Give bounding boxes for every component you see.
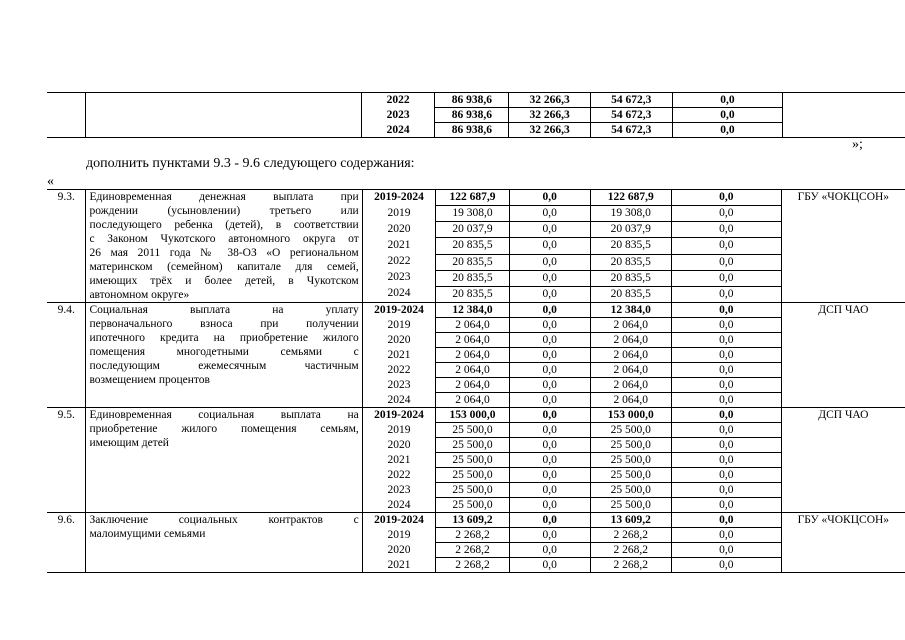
total-cell: 2 064,0: [436, 333, 510, 348]
total-cell: 20 037,9: [436, 222, 510, 238]
value1-cell: 32 266,3: [509, 108, 591, 123]
table-row: [47, 513, 905, 528]
total-cell: 86 938,6: [435, 123, 509, 138]
value2-cell: 20 835,5: [590, 270, 671, 286]
item-name-cell: [86, 513, 362, 573]
year-cell: 2019: [362, 528, 436, 543]
responsible-cell: ДСП ЧАО: [781, 408, 905, 513]
year-cell: 2020: [362, 438, 436, 453]
value1-cell: 0,0: [509, 286, 590, 302]
responsible-cell: ГБУ «ЧОКЦСОН»: [781, 190, 905, 303]
item-name-cell: [86, 408, 362, 513]
value3-cell: 0,0: [671, 286, 781, 302]
value1-cell: 0,0: [509, 222, 590, 238]
value1-cell: 0,0: [509, 408, 590, 423]
total-cell: 25 500,0: [436, 423, 510, 438]
year-cell: 2022: [362, 468, 436, 483]
value1-cell: 0,0: [509, 393, 590, 408]
value3-cell: 0,0: [671, 438, 781, 453]
value2-cell: 20 037,9: [590, 222, 671, 238]
year-cell: 2024: [362, 393, 436, 408]
item-name-line: рождении (усыновлении) третьего или: [89, 205, 359, 217]
value3-cell: 0,0: [671, 453, 781, 468]
value1-cell: 0,0: [509, 453, 590, 468]
item-name-cell: [86, 93, 362, 138]
year-cell: 2022: [361, 93, 435, 108]
value1-cell: 0,0: [509, 528, 590, 543]
value1-cell: 0,0: [509, 190, 590, 206]
value3-cell: 0,0: [671, 543, 781, 558]
value3-cell: 0,0: [671, 270, 781, 286]
year-cell: 2019-2024: [362, 513, 436, 528]
value3-cell: 0,0: [671, 483, 781, 498]
value3-cell: 0,0: [671, 222, 781, 238]
value2-cell: 19 308,0: [590, 206, 671, 222]
year-cell: 2019: [362, 423, 436, 438]
total-cell: 20 835,5: [436, 270, 510, 286]
total-cell: 86 938,6: [435, 108, 509, 123]
value2-cell: 2 268,2: [590, 528, 671, 543]
responsible-cell: [783, 93, 905, 138]
measures-table: [47, 189, 905, 573]
item-name-line: последующим ежемесячным частичным: [89, 360, 359, 372]
total-cell: 19 308,0: [436, 206, 510, 222]
value3-cell: 0,0: [671, 206, 781, 222]
total-cell: 153 000,0: [436, 408, 510, 423]
value1-cell: 0,0: [509, 254, 590, 270]
year-cell: 2021: [362, 238, 436, 254]
value3-cell: 0,0: [671, 408, 781, 423]
value2-cell: 2 268,2: [590, 543, 671, 558]
total-cell: 2 064,0: [436, 318, 510, 333]
item-name-line: Заключение социальных контрактов с: [89, 514, 359, 526]
item-name-line: помещения многодетными семьями с: [89, 346, 359, 358]
item-name-line: Единовременная социальная выплата на: [89, 409, 359, 421]
value2-cell: 12 384,0: [590, 303, 671, 318]
value3-cell: 0,0: [671, 393, 781, 408]
item-name-line: Единовременная денежная выплата при: [89, 191, 359, 203]
value1-cell: 0,0: [509, 333, 590, 348]
responsible-cell: ГБУ «ЧОКЦСОН»: [781, 513, 905, 573]
total-cell: 25 500,0: [436, 498, 510, 513]
value3-cell: 0,0: [672, 93, 783, 108]
year-cell: 2020: [362, 222, 436, 238]
item-name-line: с Законом Чукотского автономного округа от: [89, 233, 359, 245]
value1-cell: 0,0: [509, 498, 590, 513]
value3-cell: 0,0: [672, 123, 783, 138]
value1-cell: 0,0: [509, 363, 590, 378]
value3-cell: 0,0: [671, 318, 781, 333]
total-cell: 13 609,2: [436, 513, 510, 528]
year-cell: 2019-2024: [362, 408, 436, 423]
item-name-line: имеющих трёх и более детей, в Чукотском: [89, 275, 359, 287]
year-cell: 2020: [362, 543, 436, 558]
continuation-table-body: [47, 93, 905, 138]
year-cell: 2021: [362, 558, 436, 573]
total-cell: 2 268,2: [436, 558, 510, 573]
value1-cell: 0,0: [509, 558, 590, 573]
value2-cell: 2 064,0: [590, 393, 671, 408]
year-cell: 2021: [362, 453, 436, 468]
value3-cell: 0,0: [671, 558, 781, 573]
item-number-cell: 9.6.: [47, 513, 86, 573]
item-name-line: первоначального взноса при получении: [89, 318, 359, 330]
value1-cell: 0,0: [509, 303, 590, 318]
year-cell: 2023: [361, 108, 435, 123]
value3-cell: 0,0: [671, 238, 781, 254]
total-cell: 20 835,5: [436, 254, 510, 270]
value1-cell: 0,0: [509, 543, 590, 558]
total-cell: 12 384,0: [436, 303, 510, 318]
value3-cell: 0,0: [672, 108, 783, 123]
value3-cell: 0,0: [671, 378, 781, 393]
value2-cell: 2 064,0: [590, 363, 671, 378]
item-number-cell: [47, 93, 86, 138]
item-name-line: имеющим детей: [89, 437, 169, 449]
year-cell: 2024: [361, 123, 435, 138]
continuation-table: [47, 92, 905, 138]
year-cell: 2024: [362, 286, 436, 302]
value2-cell: 122 687,9: [590, 190, 671, 206]
measures-table-body: [47, 190, 905, 573]
total-cell: 2 064,0: [436, 393, 510, 408]
value1-cell: 0,0: [509, 513, 590, 528]
value2-cell: 2 064,0: [590, 318, 671, 333]
value2-cell: 13 609,2: [590, 513, 671, 528]
year-cell: 2019: [362, 318, 436, 333]
year-cell: 2019-2024: [362, 303, 436, 318]
total-cell: 2 064,0: [436, 348, 510, 363]
year-cell: 2022: [362, 363, 436, 378]
value3-cell: 0,0: [671, 363, 781, 378]
year-cell: 2023: [362, 378, 436, 393]
table-row: [47, 303, 905, 318]
value2-cell: 54 672,3: [590, 108, 672, 123]
value3-cell: 0,0: [671, 513, 781, 528]
value1-cell: 0,0: [509, 348, 590, 363]
value3-cell: 0,0: [671, 348, 781, 363]
value2-cell: 54 672,3: [590, 123, 672, 138]
value3-cell: 0,0: [671, 190, 781, 206]
item-name-line: последующего ребенка (детей), в соответствии: [89, 219, 359, 231]
value2-cell: 153 000,0: [590, 408, 671, 423]
table-row: [47, 93, 905, 108]
total-cell: 86 938,6: [435, 93, 509, 108]
total-cell: 25 500,0: [436, 453, 510, 468]
value2-cell: 25 500,0: [590, 438, 671, 453]
total-cell: 25 500,0: [436, 483, 510, 498]
year-cell: 2020: [362, 333, 436, 348]
value2-cell: 20 835,5: [590, 238, 671, 254]
value2-cell: 54 672,3: [590, 93, 672, 108]
year-cell: 2019: [362, 206, 436, 222]
item-number-cell: 9.4.: [47, 303, 86, 408]
total-cell: 2 064,0: [436, 378, 510, 393]
value3-cell: 0,0: [671, 468, 781, 483]
value3-cell: 0,0: [671, 333, 781, 348]
value2-cell: 2 268,2: [590, 558, 671, 573]
value1-cell: 0,0: [509, 318, 590, 333]
total-cell: 25 500,0: [436, 438, 510, 453]
value2-cell: 2 064,0: [590, 333, 671, 348]
item-name-cell: [86, 190, 362, 303]
responsible-cell: ДСП ЧАО: [781, 303, 905, 408]
item-name-line: 26 мая 2011 года № 38-ОЗ «О региональном: [89, 247, 359, 259]
value2-cell: 25 500,0: [590, 468, 671, 483]
total-cell: 20 835,5: [436, 286, 510, 302]
value3-cell: 0,0: [671, 303, 781, 318]
year-cell: 2019-2024: [362, 190, 436, 206]
value1-cell: 0,0: [509, 270, 590, 286]
table-row: [47, 408, 905, 423]
closing-quote: »;: [852, 137, 863, 152]
total-cell: 2 064,0: [436, 363, 510, 378]
item-name-line: ипотечного кредита на приобретение жилого: [89, 332, 359, 344]
item-name-line: возмещением процентов: [89, 374, 210, 386]
value1-cell: 0,0: [509, 378, 590, 393]
total-cell: 25 500,0: [436, 468, 510, 483]
item-number-cell: 9.3.: [47, 190, 86, 303]
item-name-line: малоимущими семьями: [89, 528, 206, 540]
value2-cell: 20 835,5: [590, 254, 671, 270]
total-cell: 20 835,5: [436, 238, 510, 254]
value1-cell: 0,0: [509, 238, 590, 254]
value3-cell: 0,0: [671, 528, 781, 543]
item-name-line: материнском (семейном) капитале для семей,: [89, 261, 359, 273]
value1-cell: 0,0: [509, 438, 590, 453]
total-cell: 122 687,9: [436, 190, 510, 206]
value1-cell: 32 266,3: [509, 93, 591, 108]
value2-cell: 2 064,0: [590, 378, 671, 393]
value2-cell: 20 835,5: [590, 286, 671, 302]
total-cell: 2 268,2: [436, 543, 510, 558]
year-cell: 2024: [362, 498, 436, 513]
year-cell: 2021: [362, 348, 436, 363]
year-cell: 2022: [362, 254, 436, 270]
table-row: [47, 190, 905, 206]
value2-cell: 25 500,0: [590, 453, 671, 468]
value1-cell: 0,0: [509, 423, 590, 438]
value2-cell: 25 500,0: [590, 483, 671, 498]
item-name-line: автономном округе»: [89, 289, 190, 301]
year-cell: 2023: [362, 483, 436, 498]
value3-cell: 0,0: [671, 498, 781, 513]
value1-cell: 32 266,3: [509, 123, 591, 138]
value3-cell: 0,0: [671, 423, 781, 438]
item-name-line: Социальная выплата на уплату: [89, 304, 359, 316]
value2-cell: 2 064,0: [590, 348, 671, 363]
value1-cell: 0,0: [509, 483, 590, 498]
item-number-cell: 9.5.: [47, 408, 86, 513]
item-name-line: приобретение жилого помещения семьям,: [89, 423, 359, 435]
value2-cell: 25 500,0: [590, 423, 671, 438]
value3-cell: 0,0: [671, 254, 781, 270]
intro-text: дополнить пунктами 9.3 - 9.6 следующего содержания:: [86, 156, 415, 171]
year-cell: 2023: [362, 270, 436, 286]
value1-cell: 0,0: [509, 468, 590, 483]
value2-cell: 25 500,0: [590, 498, 671, 513]
opening-quote: «: [47, 174, 54, 189]
item-name-cell: [86, 303, 362, 408]
total-cell: 2 268,2: [436, 528, 510, 543]
value1-cell: 0,0: [509, 206, 590, 222]
